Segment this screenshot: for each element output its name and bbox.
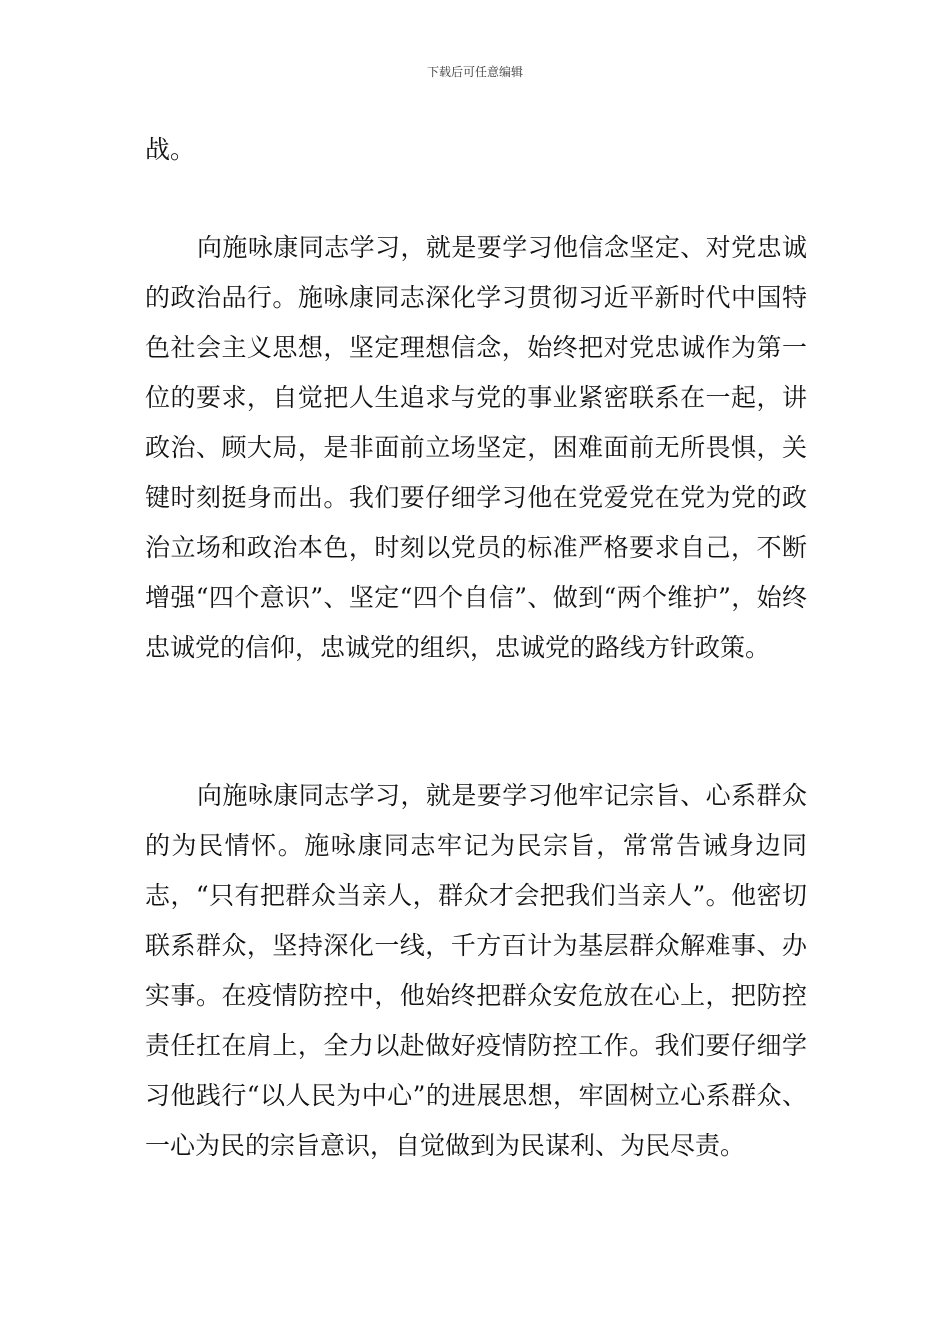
paragraph-serve-people: 向施咏康同志学习，就是要学习他牢记宗旨、心系群众的为民情怀。施咏康同志牢记为民宗旨，常常告诫身边同志，“只有把群众当亲人，群众才会把我们当亲人”。他密切联系群众，坚持深化一线，千方百计为基层群众解难事、办实事。在疫情防控中，他始终把群众安危放在心上，把防控责任扛在肩上，全力以赴做好疫情防控工作。我们要仔细学习他践行“以人民为中心”的进展思想，牢固树立心系群众、一心为民的宗旨意识，自觉做到为民谋利、为民尽责。 (145, 781, 807, 1160)
page-header: 下载后可任意编辑 (426, 65, 523, 79)
paragraph-continuation: 战。 (145, 135, 196, 164)
paragraph-faith-loyalty: 向施咏康同志学习，就是要学习他信念坚定、对党忠诚的政治品行。施咏康同志深化学习贯彻习近平新时代中国特色社会主义思想，坚定理想信念，始终把对党忠诚作为第一位的要求，自觉把人生追求与党的事业紧密联系在一起，讲政治、顾大局，是非面前立场坚定，困难面前无所畏惧，关键时刻挺身而出。我们要仔细学习他在党爱党在党为党的政治立场和政治本色，时刻以党员的标准严格要求自己，不断增强“四个意识”、坚定“四个自信”、做到“两个维护”，始终忠诚党的信仰，忠诚党的组织，忠诚党的路线方针政策。 (145, 233, 807, 662)
